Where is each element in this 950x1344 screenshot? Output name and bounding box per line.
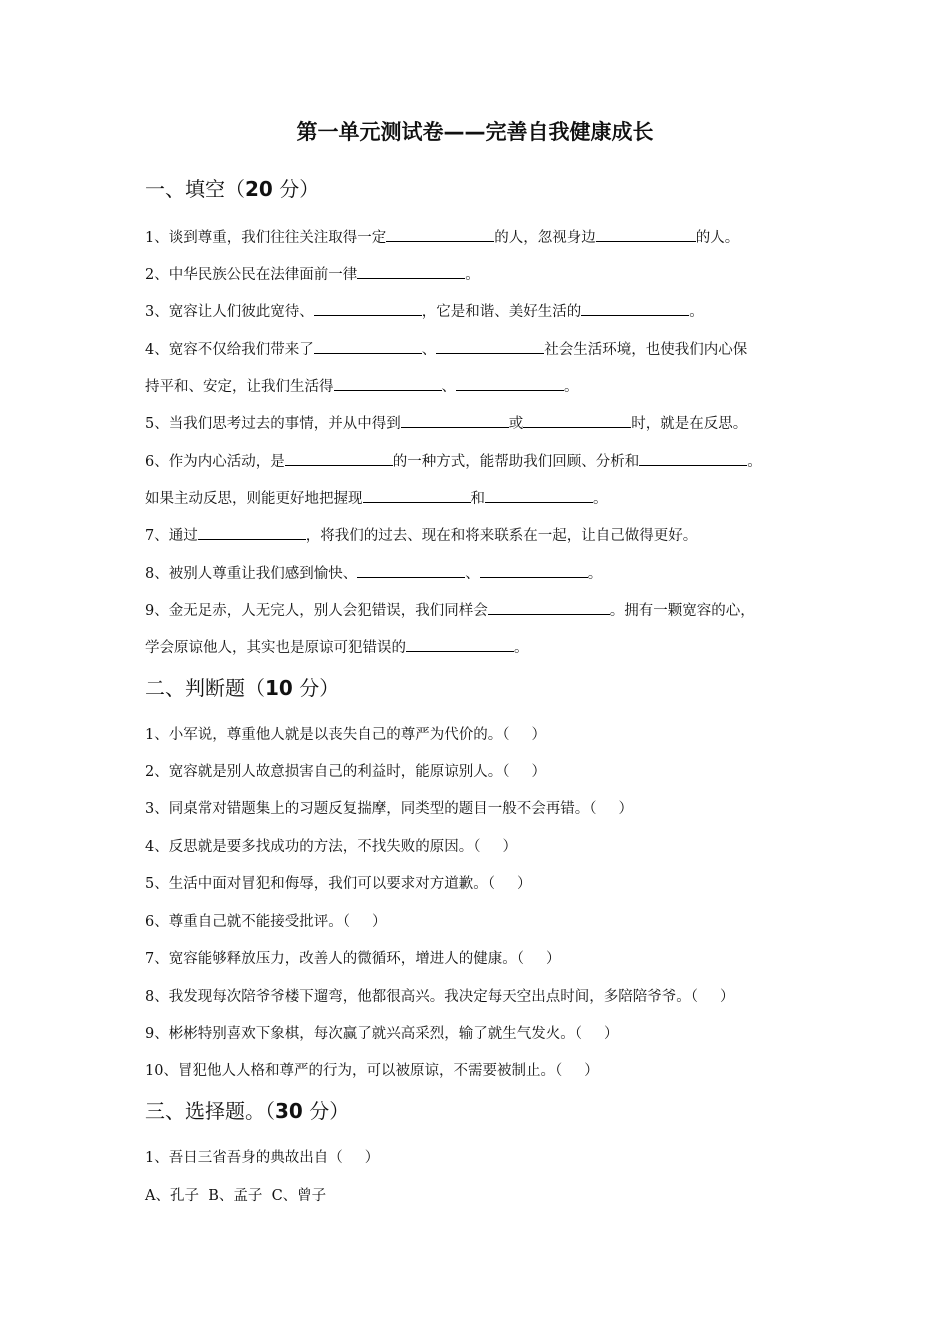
judge-question: 7、宽容能够释放压力，改善人的微循环，增进人的健康。（ ） (145, 951, 561, 967)
section-judge-heading: 二、判断题（10 分） (145, 676, 340, 700)
choice-question-1-options: A、孔子 B、孟子 C、曾子 (145, 1188, 327, 1204)
answer-blank[interactable] (334, 375, 442, 391)
answer-blank[interactable] (406, 636, 514, 652)
answer-blank[interactable] (401, 412, 509, 428)
choice-question-1: 1、吾日三省吾身的典故出自（ ） (145, 1150, 380, 1166)
fill-question-5: 5、当我们思考过去的事情，并从中得到 或 时，就是在反思。 (145, 412, 747, 433)
judge-question: 1、小军说，尊重他人就是以丧失自己的尊严为代价的。（ ） (145, 727, 546, 743)
judge-question: 8、我发现每次陪爷爷楼下遛弯，他都很高兴。我决定每天空出点时间，多陪陪爷爷。（ ） (145, 989, 735, 1005)
judge-question: 10、冒犯他人人格和尊严的行为，可以被原谅，不需要被制止。（ ） (145, 1063, 599, 1079)
judge-question: 2、宽容就是别人故意损害自己的利益时，能原谅别人。（ ） (145, 764, 546, 780)
judge-question: 9、彬彬特别喜欢下象棋，每次赢了就兴高采烈，输了就生气发火。（ ） (145, 1026, 619, 1042)
answer-blank[interactable] (363, 487, 471, 503)
fill-question-9-cont: 学会原谅他人，其实也是原谅可犯错误的 。 (145, 636, 529, 657)
answer-blank[interactable] (198, 524, 306, 540)
answer-blank[interactable] (314, 338, 422, 354)
fill-question-4: 4、宽容不仅给我们带来了 、 社会生活环境，也使我们内心保 (145, 338, 747, 359)
fill-question-8: 8、被别人尊重让我们感到愉快、 、 。 (145, 562, 602, 583)
section-fill-heading: 一、填空（20 分） (145, 177, 320, 201)
answer-blank[interactable] (357, 263, 465, 279)
answer-blank[interactable] (386, 226, 494, 242)
answer-blank[interactable] (456, 375, 564, 391)
answer-blank[interactable] (581, 300, 689, 316)
section-choice-heading: 三、选择题。（30 分） (145, 1099, 350, 1123)
judge-question: 5、生活中面对冒犯和侮辱，我们可以要求对方道歉。（ ） (145, 876, 532, 892)
answer-blank[interactable] (357, 562, 465, 578)
exam-title: 第一单元测试卷——完善自我健康成长 (296, 120, 654, 144)
fill-question-3: 3、宽容让人们彼此宽待、 ，它是和谐、美好生活的 。 (145, 300, 704, 321)
fill-question-1: 1、谈到尊重，我们往往关注取得一定 的人，忽视身边 的人。 (145, 226, 739, 247)
answer-blank[interactable] (488, 599, 610, 615)
answer-blank[interactable] (523, 412, 631, 428)
judge-question: 3、同桌常对错题集上的习题反复揣摩，同类型的题目一般不会再错。（ ） (145, 801, 633, 817)
answer-blank[interactable] (285, 450, 393, 466)
answer-blank[interactable] (485, 487, 593, 503)
fill-question-6: 6、作为内心活动，是 的一种方式，能帮助我们回顾、分析和 。 (145, 450, 762, 471)
answer-blank[interactable] (480, 562, 588, 578)
answer-blank[interactable] (639, 450, 747, 466)
fill-question-9: 9、金无足赤，人无完人，别人会犯错误，我们同样会 。拥有一颗宽容的心， (145, 599, 755, 620)
fill-question-7: 7、通过 ，将我们的过去、现在和将来联系在一起，让自己做得更好。 (145, 524, 697, 545)
answer-blank[interactable] (596, 226, 696, 242)
judge-question: 4、反思就是要多找成功的方法，不找失败的原因。（ ） (145, 839, 517, 855)
answer-blank[interactable] (436, 338, 544, 354)
fill-question-4-cont: 持平和、安定，让我们生活得 、 。 (145, 375, 579, 396)
answer-blank[interactable] (314, 300, 422, 316)
fill-question-2: 2、中华民族公民在法律面前一律 。 (145, 263, 480, 284)
fill-question-6-cont: 如果主动反思，则能更好地把握现 和 。 (145, 487, 608, 508)
judge-question: 6、尊重自己就不能接受批评。（ ） (145, 914, 387, 930)
